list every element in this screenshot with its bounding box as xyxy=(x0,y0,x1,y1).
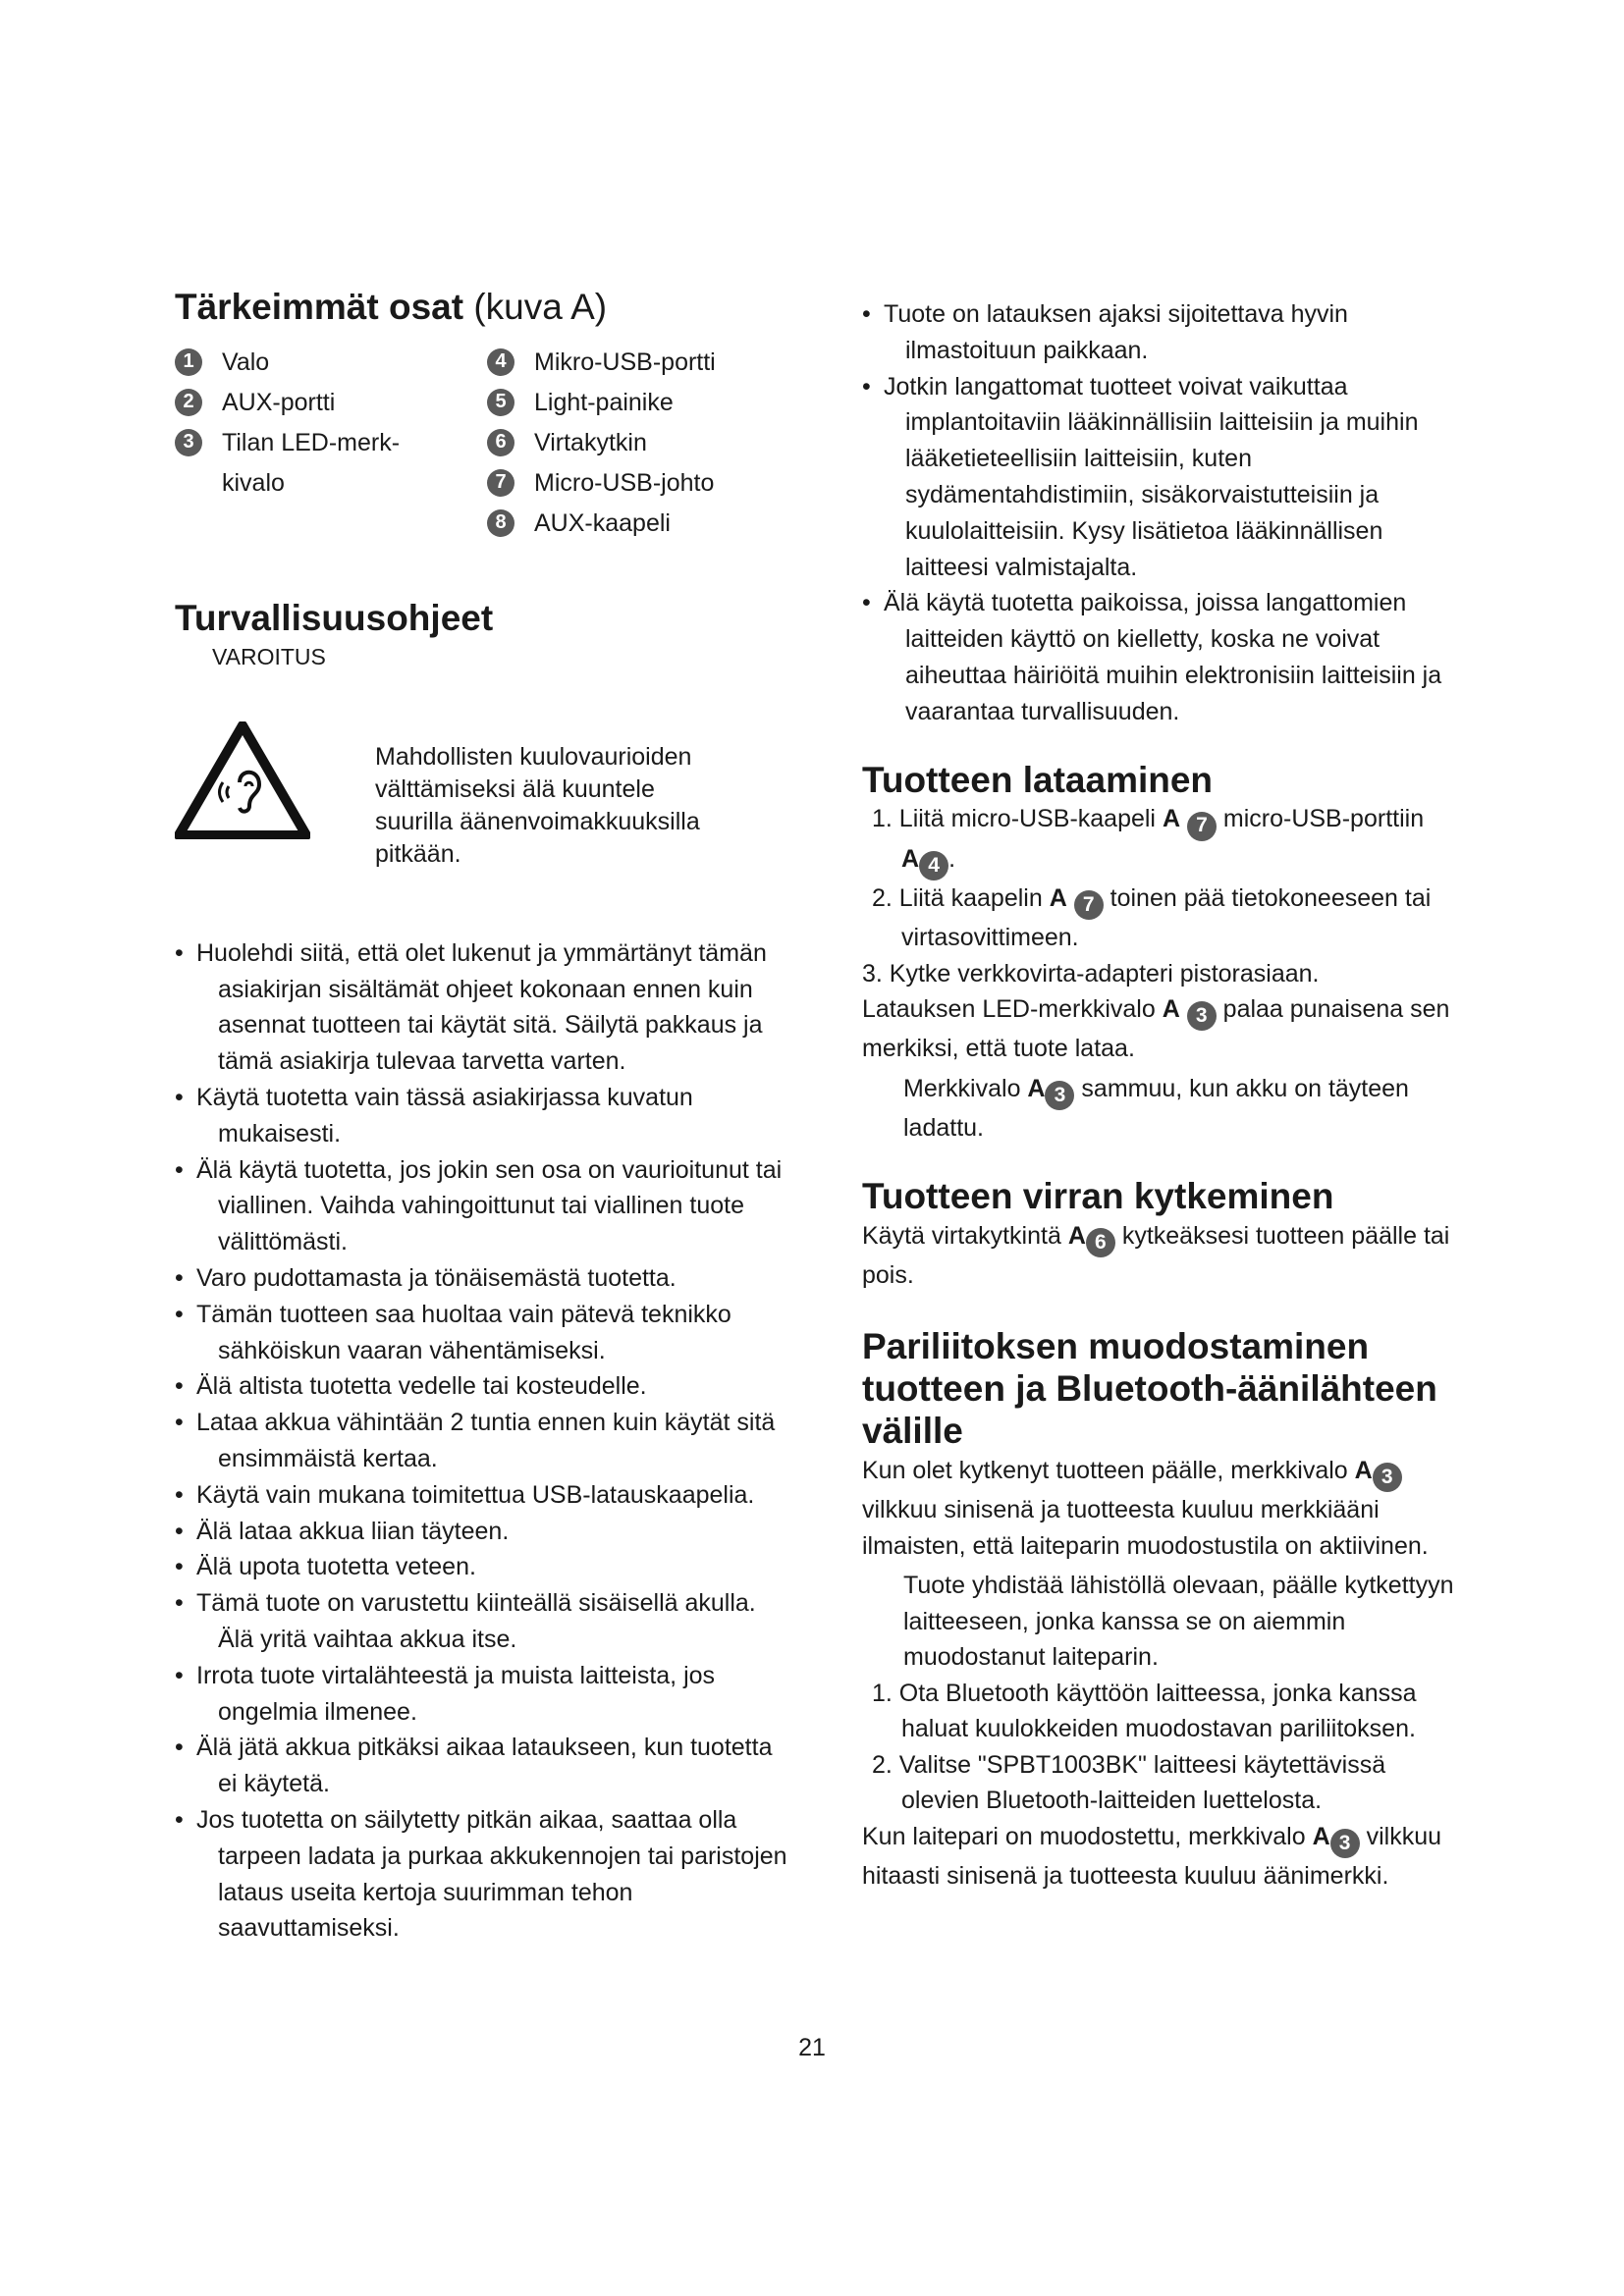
pairing-step-2: 2. Valitse "SPBT1003BK" laitteesi käytettävissä olevien Bluetooth-laitteiden luettelosta. xyxy=(872,1750,1386,1815)
part-item: 3 Tilan LED-merk- kivalo xyxy=(175,423,400,504)
part-item: 5 Light-painike xyxy=(487,383,674,423)
charging-heading: Tuotteen lataaminen xyxy=(862,759,1214,800)
number-badge: 7 xyxy=(1074,890,1104,920)
safety-heading: Turvallisuusohjeet xyxy=(175,597,494,638)
charging-step-1: 1. Liitä micro-USB-kaapeli A 7 micro-USB-porttiin A 4 . xyxy=(862,801,1466,881)
list-item: • Älä käytä tuotetta, jos jokin sen osa on vaurioitunut tai viallinen. Vaihda vahingoittunut tai viallinen tuote välittömästi. xyxy=(175,1152,793,1260)
part-item: 1 Valo xyxy=(175,343,269,383)
list-item: • Älä käytä tuotetta paikoissa, joissa langattomien laitteiden käyttö on kielletty, koska ne voivat aiheuttaa häiriöitä muihin elektronisiin laitteisiin ja vaarantaa turvallisuuden. xyxy=(862,585,1466,729)
list-item: • Älä jätä akkua pitkäksi aikaa lataukseen, kun tuotetta ei käytetä. xyxy=(175,1730,793,1802)
part-item: 4 Mikro-USB-portti xyxy=(487,343,716,383)
pairing-step-1: 1. Ota Bluetooth käyttöön laitteessa, jonka kanssa haluat kuulokkeiden muodostavan pariliitoksen. xyxy=(872,1679,1417,1743)
number-badge: 4 xyxy=(919,851,948,881)
number-badge: 2 xyxy=(175,389,202,416)
part-item: 7 Micro-USB-johto xyxy=(487,463,714,504)
list-item: • Tämän tuotteen saa huoltaa vain pätevä teknikko sähköiskun vaaran vähentämiseksi. xyxy=(175,1297,793,1369)
page-number: 21 xyxy=(798,2034,826,2061)
left-column xyxy=(175,287,793,1947)
part-item: 8 AUX-kaapeli xyxy=(487,504,671,544)
list-item: • Tuote on latauksen ajaksi sijoitettava hyvin ilmastoituun paikkaan. xyxy=(862,296,1466,369)
number-badge: 7 xyxy=(1187,812,1217,841)
charging-note: Merkkivalo A 3 sammuu, kun akku on täyteen ladattu. xyxy=(903,1074,1409,1143)
number-badge: 6 xyxy=(1086,1228,1115,1257)
list-item: • Jos tuotetta on säilytetty pitkän aikaa, saattaa olla tarpeen ladata ja purkaa akkukennojen tai paristojen lataus useita kertoja suurimman tehon saavuttamiseksi. xyxy=(175,1802,793,1947)
pairing-intro: Kun olet kytkenyt tuotteen päälle, merkkivalo A 3 vilkkuu sinisenä ja tuotteesta kuuluu merkkiääni ilmaisten, että laiteparin muodostustila on aktiivinen. xyxy=(862,1457,1429,1560)
number-badge: 6 xyxy=(487,429,514,456)
list-item: • Tämä tuote on varustettu kiinteällä sisäisellä akulla. Älä yritä vaihtaa akkua itse. xyxy=(175,1585,793,1658)
number-badge: 3 xyxy=(1330,1829,1360,1858)
number-badge: 5 xyxy=(487,389,514,416)
number-badge: 3 xyxy=(1045,1081,1074,1110)
list-item: • Varo pudottamasta ja tönäisemästä tuotetta. xyxy=(175,1260,793,1297)
pairing-heading: Pariliitoksen muodostaminen tuotteen ja Bluetooth-äänilähteen välille xyxy=(862,1326,1437,1452)
list-item: • Käytä vain mukana toimitettua USB-latauskaapelia. xyxy=(175,1477,793,1514)
pairing-note: Tuote yhdistää lähistöllä olevaan, päälle kytkettyyn laitteeseen, jonka kanssa se on aiemmin muodostanut laiteparin. xyxy=(903,1572,1454,1672)
part-item: 6 Virtakytkin xyxy=(487,423,647,463)
list-item: • Älä lataa akkua liian täyteen. xyxy=(175,1514,793,1550)
number-badge: 7 xyxy=(487,469,514,497)
hearing-warning-icon xyxy=(175,721,310,839)
warning-text: Mahdollisten kuulovaurioiden välttämiseksi älä kuuntele suurilla äänenvoimakkuuksilla pitkään. xyxy=(375,742,700,868)
list-item: • Jotkin langattomat tuotteet voivat vaikuttaa implantoitaviin lääkinnällisiin laitteisiin ja muihin lääketieteellisiin laitteisiin, kuten sydämentahdistimiin, sisäkorvaistutteisiin ja kuulolaitteisiin. Kysy lisätietoa lääkinnällisen laitteesi valmistajalta. xyxy=(862,369,1466,586)
right-column xyxy=(862,296,1466,1895)
number-badge: 3 xyxy=(175,429,202,456)
safety-bullets-right xyxy=(862,296,1466,730)
list-item: • Älä upota tuotetta veteen. xyxy=(175,1549,793,1585)
pairing-done-text: Kun laitepari on muodostettu, merkkivalo A 3 vilkkuu hitaasti sinisenä ja tuotteesta kuuluu äänimerkki. xyxy=(862,1822,1442,1891)
warning-block xyxy=(175,721,793,871)
power-text: Käytä virtakytkintä A 6 kytkeäksesi tuotteen päälle tai pois. xyxy=(862,1221,1450,1289)
charging-step-2: 2. Liitä kaapelin A 7 toinen pää tietokoneeseen tai virtasovittimeen. xyxy=(872,883,1432,952)
parts-list xyxy=(175,343,793,598)
charging-step-3: 3. Kytke verkkovirta-adapteri pistorasiaan. xyxy=(862,959,1320,988)
number-badge: 3 xyxy=(1373,1463,1402,1492)
number-badge: 1 xyxy=(175,348,202,376)
power-heading: Tuotteen virran kytkeminen xyxy=(862,1175,1334,1216)
parts-heading: Tärkeimmät osat (kuva A) xyxy=(175,287,608,327)
number-badge: 4 xyxy=(487,348,514,376)
list-item: • Käytä tuotetta vain tässä asiakirjassa kuvatun mukaisesti. xyxy=(175,1080,793,1152)
number-badge: 3 xyxy=(1187,1001,1217,1031)
warning-label: VAROITUS xyxy=(212,643,326,669)
list-item: • Irrota tuote virtalähteestä ja muista laitteista, jos ongelmia ilmenee. xyxy=(175,1658,793,1731)
list-item: • Huolehdi siitä, että olet lukenut ja ymmärtänyt tämän asiakirjan sisältämät ohjeet kokonaan ennen kuin asennat tuotteen tai käytät sitä. Säilytä pakkaus ja tämä asiakirja tulevaa tarvetta varten. xyxy=(175,935,793,1080)
list-item: • Älä altista tuotetta vedelle tai kosteudelle. xyxy=(175,1368,793,1405)
number-badge: 8 xyxy=(487,509,514,537)
charging-led-text: Latauksen LED-merkkivalo A 3 palaa punaisena sen merkiksi, että tuote lataa. xyxy=(862,995,1450,1063)
part-item: 2 AUX-portti xyxy=(175,383,335,423)
list-item: • Lataa akkua vähintään 2 tuntia ennen kuin käytät sitä ensimmäistä kertaa. xyxy=(175,1405,793,1477)
safety-bullets-left xyxy=(175,935,793,1947)
